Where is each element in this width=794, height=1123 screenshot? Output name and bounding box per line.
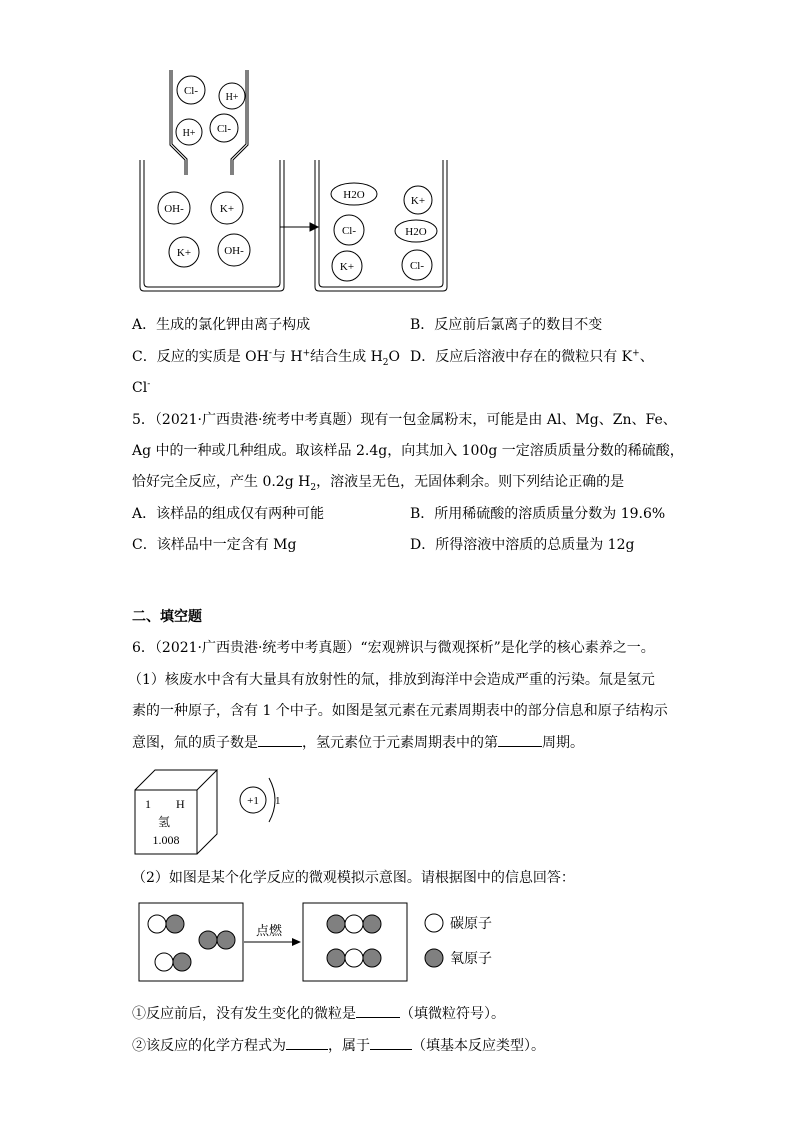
- answer-blank-equation[interactable]: [286, 1035, 328, 1050]
- ion-label: K+: [219, 203, 235, 215]
- q6-sub2: ②该反应的化学方程式为 ，属于 （填基本反应类型）。: [132, 1035, 545, 1056]
- legend-carbon-label: 碳原子: [450, 917, 492, 932]
- element-name: 氢: [157, 815, 171, 829]
- ion-label: OH-: [224, 245, 244, 257]
- left-beaker-ions: [158, 192, 250, 267]
- answer-blank-proton-number[interactable]: [258, 732, 302, 747]
- arrow-condition: 点燃: [256, 923, 283, 938]
- nucleus-charge: +1: [247, 795, 259, 807]
- q4-option-c: C．反应的实质是 OH-与 H+结合生成 $H_2O$: [132, 348, 401, 368]
- q4-option-d: D．反应后溶液中存在的微粒只有 K+、: [410, 348, 654, 365]
- ion-label: K+: [339, 261, 355, 273]
- electron-count: 1: [275, 795, 281, 807]
- legend-oxygen-label: 氧原子: [450, 952, 492, 967]
- section-title: 二、填空题: [132, 609, 202, 625]
- answer-blank-period[interactable]: [498, 732, 542, 747]
- q4-option-d-wrap: Cl-: [132, 379, 151, 396]
- right-beaker-ions: [331, 183, 437, 281]
- q6-sub1: ①反应前后，没有发生变化的微粒是 （填微粒符号）。: [132, 1003, 505, 1024]
- q6-stem: 6．（2021·广西贵港·统考中考真题）“宏观辨识与微观探析”是化学的核心素养之一。: [132, 640, 655, 656]
- q5-stem-line1: 5．（2021·广西贵港·统考中考真题）现有一包金属粉末，可能是由 Al、Mg、Zn、Fe、: [132, 412, 677, 428]
- ion-label: OH-: [164, 203, 184, 215]
- q5-option-d: D．所得溶液中溶质的总质量为 12g: [410, 537, 635, 553]
- ion-label: Cl-: [409, 260, 425, 272]
- q5-stem-line2: Ag 中的一种或几种组成。取该样品 2.4g，向其加入 100g 一定溶质质量分数的稀硫酸，: [132, 443, 684, 459]
- q6-part1-line1: （1）核废水中含有大量具有放射性的氚，排放到海洋中会造成严重的污染。氚是氢元: [128, 672, 655, 688]
- legend: [425, 914, 492, 967]
- q5-option-c: C．该样品中一定含有 Mg: [132, 537, 297, 553]
- product-molecules: [327, 915, 381, 967]
- reaction-micro-diagram: [138, 902, 498, 984]
- ion-reaction-diagram: [130, 65, 460, 297]
- ion-label: K+: [176, 247, 192, 259]
- ion-label: H2O: [405, 226, 427, 238]
- q6-part1-line2: 素的一种原子，含有 1 个中子。如图是氢元素在元素周期表中的部分信息和原子结构示: [132, 703, 668, 719]
- ion-label: K+: [410, 195, 426, 207]
- ion-label: H+: [182, 128, 196, 139]
- ignite-arrow: [244, 923, 301, 946]
- hydrogen-element-diagram: [133, 768, 303, 858]
- ion-label: Cl-: [183, 85, 199, 97]
- q5-option-b: B．所用稀硫酸的溶质质量分数为 19.6%: [410, 506, 666, 522]
- q6-part2-stem: （2）如图是某个化学反应的微观模拟示意图。请根据图中的信息回答：: [132, 870, 575, 886]
- reactant-molecules: [148, 915, 235, 971]
- answer-blank-reaction-type[interactable]: [370, 1035, 412, 1050]
- q5-stem-line3: 恰好完全反应，产生 0.2g $H_2$，溶液呈无色，无固体剩余。则下列结论正确的是: [132, 474, 625, 493]
- q4-option-b: B．反应前后氯离子的数目不变: [410, 317, 603, 333]
- q4-option-a: A．生成的氯化钾由离子构成: [132, 317, 311, 333]
- q5-option-a: A．该样品的组成仅有两种可能: [132, 506, 325, 522]
- funnel-ions: [176, 76, 245, 145]
- atomic-mass: 1.008: [152, 833, 180, 847]
- reaction-arrow: [280, 223, 318, 231]
- ion-label: Cl-: [341, 225, 357, 237]
- answer-blank-unchanged-particle[interactable]: [356, 1003, 400, 1018]
- carbon-legend-swatch: [425, 914, 443, 932]
- atom-structure: [240, 778, 281, 822]
- ion-label: H+: [225, 92, 239, 103]
- q6-part1-line3: 意图，氚的质子数是 ，氢元素位于元素周期表中的第 周期。: [132, 732, 584, 753]
- oxygen-legend-swatch: [425, 949, 443, 967]
- atomic-number: 1: [145, 797, 151, 811]
- ion-label: H2O: [343, 189, 365, 201]
- left-beaker: [140, 160, 284, 291]
- element-symbol: H: [176, 797, 185, 811]
- ion-label: Cl-: [216, 123, 232, 135]
